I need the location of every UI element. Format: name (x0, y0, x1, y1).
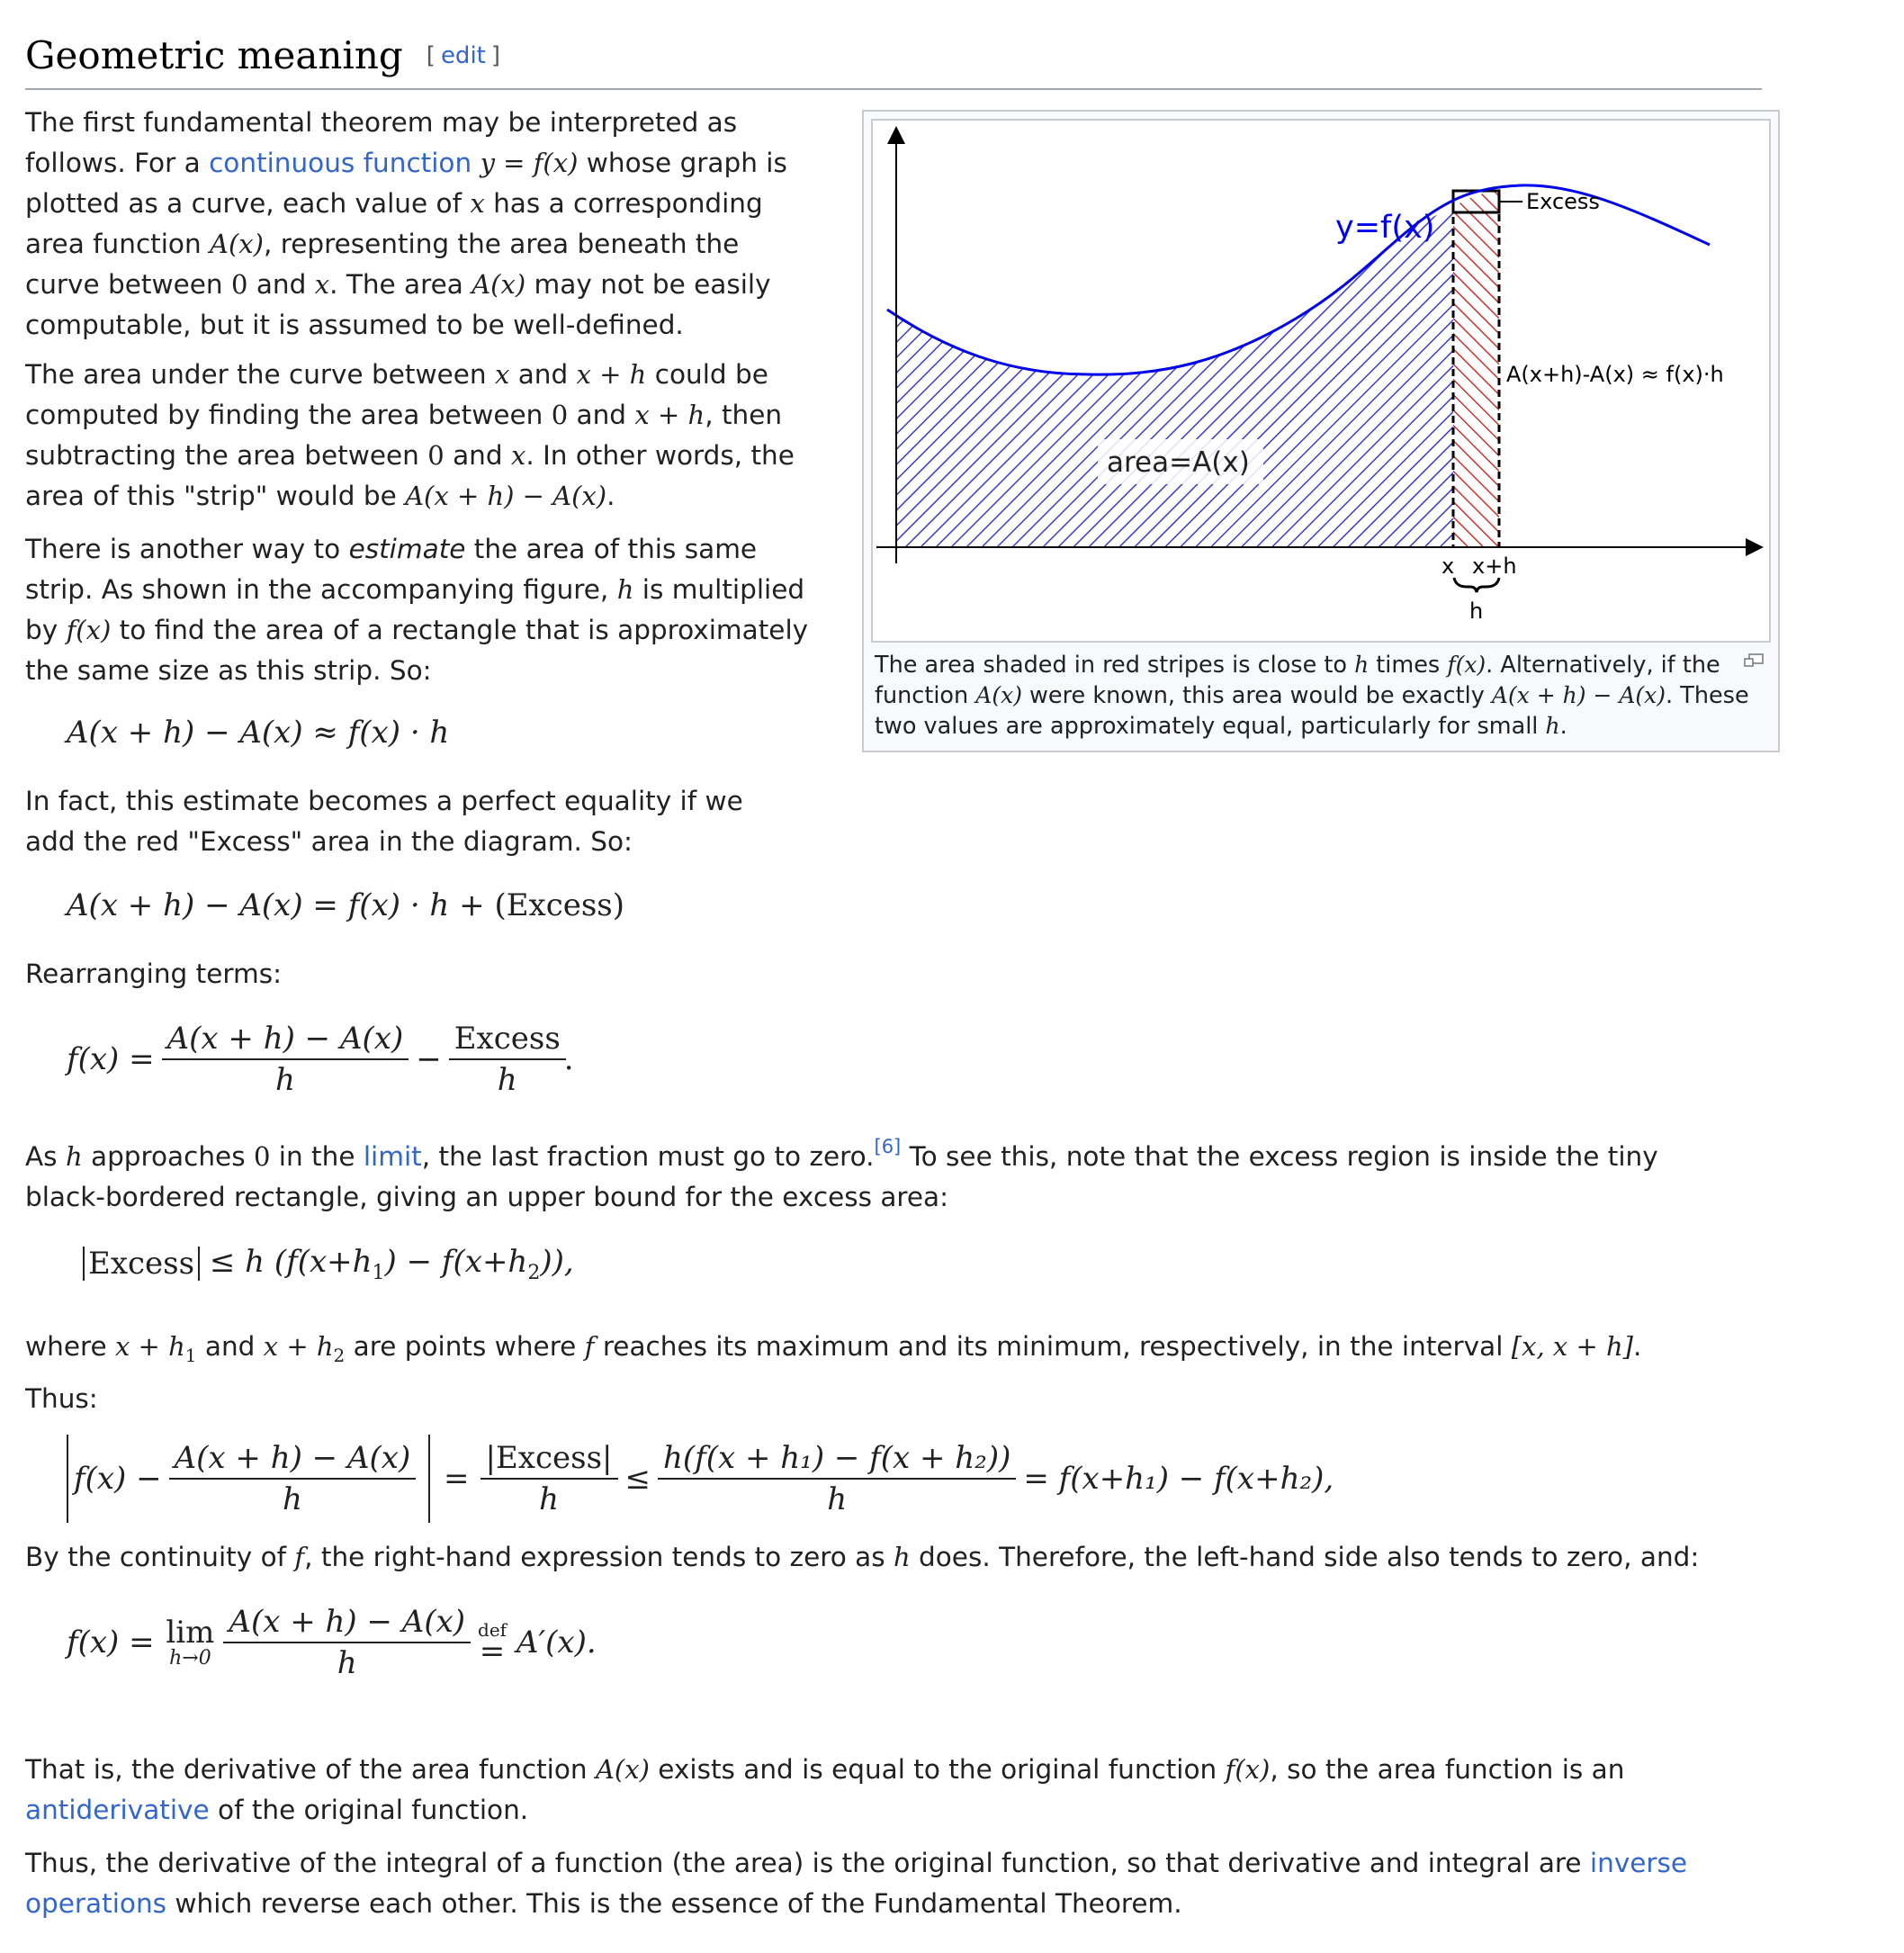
area-region (896, 207, 1453, 547)
link-inverse-operations[interactable]: inverse operations (25, 1848, 1688, 1919)
figure-image[interactable] (871, 119, 1771, 643)
strip-region (1453, 189, 1499, 547)
x-tick-label: x (1441, 554, 1455, 579)
h-brace (1454, 578, 1499, 592)
curve-label: y=f(x) (1335, 210, 1435, 246)
paragraph-10: That is, the derivative of the area function A(x) exists and is equal to the original function f(x), so the area function is an antiderivative of the original function. (25, 1754, 1625, 1825)
figure-thumbnail (862, 110, 1780, 752)
fraction-bound: $\frac{\text{h(f(x + h₁) − f(x + h₂))}}{h}$ (658, 1438, 1016, 1519)
fraction-limit: $\frac{A(x + h) - A(x)}{h}$ (223, 1602, 471, 1683)
equation-excess: A(x + h) − A(x) = f(x) · h + (Excess) (67, 887, 625, 923)
paragraph-8: Thus: (25, 1383, 98, 1414)
paragraph-7: where $x + h_1$ and $x + h_2$ are points where f reaches its maximum and its minimum, respectively, in the interval [x, x + h]. (25, 1331, 1642, 1366)
definition-equals: def = (478, 1619, 507, 1670)
paragraph-2: The area under the curve between x and x + h could be computed by finding the area between 0 and x + h, then subtracting the area between 0 and x. In other words, the area of this "strip" would be A(x + h) − A(x). (25, 359, 795, 511)
paragraph-5: Rearranging terms: (25, 958, 283, 989)
area-label: area=A(x) (1107, 446, 1250, 479)
section-title: Geometric meaning (25, 33, 403, 77)
absolute-value-group: f(x) − $\frac{A(x + h) - A(x)}{h}$ (67, 1435, 430, 1523)
paragraph-9: By the continuity of f, the right-hand expression tends to zero as h does. Therefore, the left-hand side also tends to zero, and: (25, 1542, 1700, 1572)
equation-rearranged: f(x) = $\frac{A(x + h) - A(x)}{h}$ − $\frac{\text{Excess}}{h}$ . (67, 1021, 574, 1098)
fraction-abs-excess: $\frac{\text{|Excess|}}{h}$ (480, 1438, 618, 1519)
area-diagram (873, 121, 1769, 641)
excess-label: Excess (1526, 189, 1600, 214)
link-limit[interactable]: limit (363, 1141, 422, 1172)
paragraph-1: The first fundamental theorem may be interpreted as follows. For a continuous function y = f(x) whose graph is plotted as a curve, each value of x has a corresponding area function A(x), representing the area beneath the curve between 0 and x. The area A(x) may not be easily computable, but it is assumed to be well-defined. (25, 107, 787, 340)
fraction-difference: $\frac{A(x + h) - A(x)}{h}$ (162, 1019, 409, 1100)
equation-limit: f(x) = lim h→0 $\frac{A(x + h) - A(x)}{h}$ def = A′(x). (67, 1604, 597, 1681)
equation-excess-bound: Excess ≤ h $(f(x+h_1) - f(x+h_2))$, (83, 1244, 574, 1284)
link-continuous-function[interactable]: continuous function (209, 148, 472, 178)
fraction-difference-2: $\frac{A(x + h) - A(x)}{h}$ (169, 1438, 417, 1519)
figure-caption: The area shaded in red stripes is close to h times f(x). Alternatively, if the function A(x) were known, this area would be exactly A(x + h) − A(x). These two values are approximately equal, particularly for small h. (875, 652, 1749, 740)
paragraph-3: There is another way to estimate the area of this same strip. As shown in the accompanying figure, h is multiplied by f(x) to find the area of a rectangle that is approximately the same size as this strip. So: (25, 534, 809, 686)
paragraph-11: Thus, the derivative of the integral of a function (the area) is the original function, so that derivative and integral are inverse operations which reverse each other. This is the essence of the Fundamental Theorem. (25, 1848, 1688, 1919)
xh-tick-label: x+h (1472, 554, 1517, 579)
paragraph-6: As h approaches 0 in the limit, the last fraction must go to zero.[6] To see this, note that the excess region is inside the tiny black-bordered rectangle, giving an upper bound for the excess area: (25, 1136, 1658, 1212)
link-antiderivative[interactable]: antiderivative (25, 1795, 210, 1825)
paragraph-4: In fact, this estimate becomes a perfect equality if we add the red "Excess" area in the diagram. So: (25, 786, 743, 857)
edit-link[interactable]: edit (440, 42, 486, 69)
equation-approx: A(x + h) − A(x) ≈ f(x) · h (67, 715, 450, 751)
strip-area-label: A(x+h)-A(x) ≈ f(x)·h (1506, 362, 1724, 387)
fraction-excess: $\frac{\text{Excess}}{h}$ (449, 1019, 566, 1100)
section-heading (25, 32, 1762, 90)
h-label: h (1469, 598, 1484, 624)
equation-inequality: f(x) − $\frac{A(x + h) - A(x)}{h}$ = $\frac{\text{|Excess|}}{h}$ ≤ $\frac{\text{h(f(x + h₁) − f(x + h₂))}}{h}$ = f(x+h₁) − f(x+h₂), (67, 1435, 1334, 1523)
limit-operator: lim h→0 (166, 1615, 215, 1670)
citation-6[interactable]: [6] (874, 1136, 902, 1157)
edit-section: [ edit ] (426, 42, 501, 69)
